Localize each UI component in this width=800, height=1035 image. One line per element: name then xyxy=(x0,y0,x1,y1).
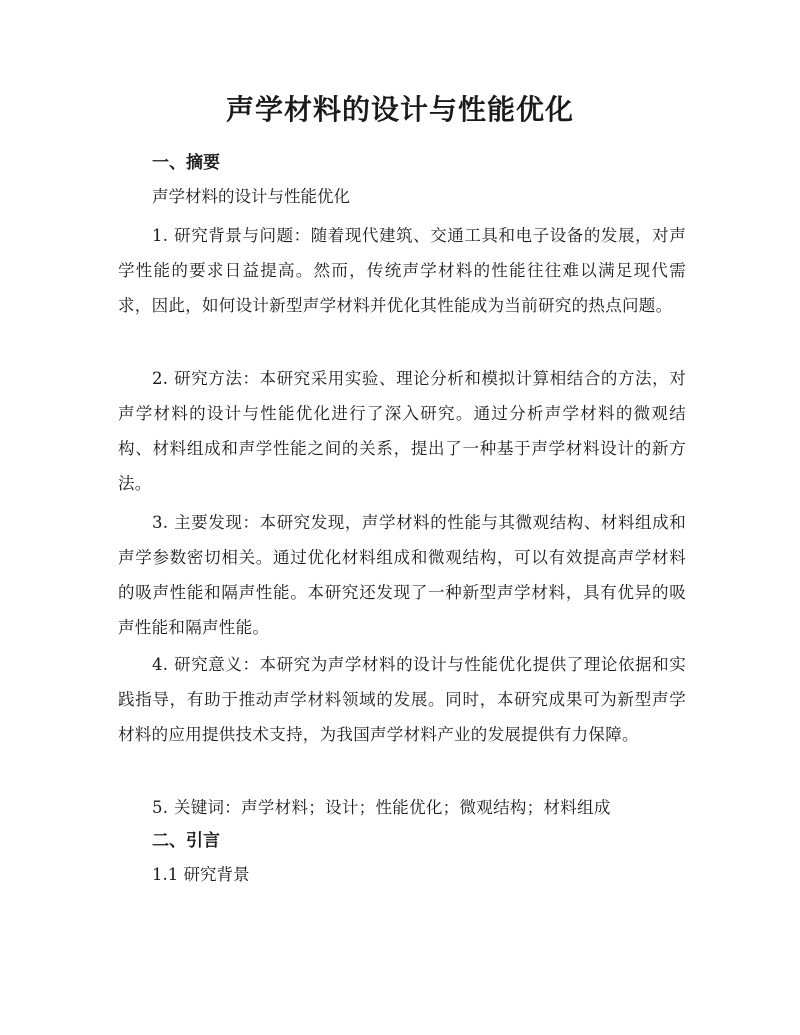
abstract-paragraph-methods: 2. 研究方法：本研究采用实验、理论分析和模拟计算相结合的方法，对声学材料的设计与性能优化进行了深入研究。通过分析声学材料的微观结构、材料组成和声学性能之间的关系，提出了一种基于声学材料设计的新方法。 xyxy=(118,369,686,493)
abstract-subtitle: 声学材料的设计与性能优化 xyxy=(152,187,350,206)
abstract-paragraph-significance: 4. 研究意义：本研究为声学材料的设计与性能优化提供了理论依据和实践指导，有助于推动声学材料领域的发展。同时，本研究成果可为新型声学材料的应用提供技术支持，为我国声学材料产业的发展提供有力保障。 xyxy=(118,655,686,744)
abstract-paragraph-keywords: 5. 关键词：声学材料；设计；性能优化；微观结构；材料组成 xyxy=(152,798,611,817)
abstract-paragraph-background: 1. 研究背景与问题：随着现代建筑、交通工具和电子设备的发展，对声学性能的要求日益提高。然而，传统声学材料的性能往往难以满足现代需求，因此，如何设计新型声学材料并优化其性能成为当前研究的热点问题。 xyxy=(118,226,686,315)
section-heading-abstract: 一、摘要 xyxy=(152,153,220,173)
abstract-paragraph-findings: 3. 主要发现：本研究发现，声学材料的性能与其微观结构、材料组成和声学参数密切相关。通过优化材料组成和微观结构，可以有效提高声学材料的吸声性能和隔声性能。本研究还发现了一种新型声学材料，具有优异的吸声性能和隔声性能。 xyxy=(118,513,686,637)
subsection-heading-background: 1.1 研究背景 xyxy=(152,865,250,884)
section-heading-introduction: 二、引言 xyxy=(152,831,220,851)
document-title: 声学材料的设计与性能优化 xyxy=(225,93,574,126)
